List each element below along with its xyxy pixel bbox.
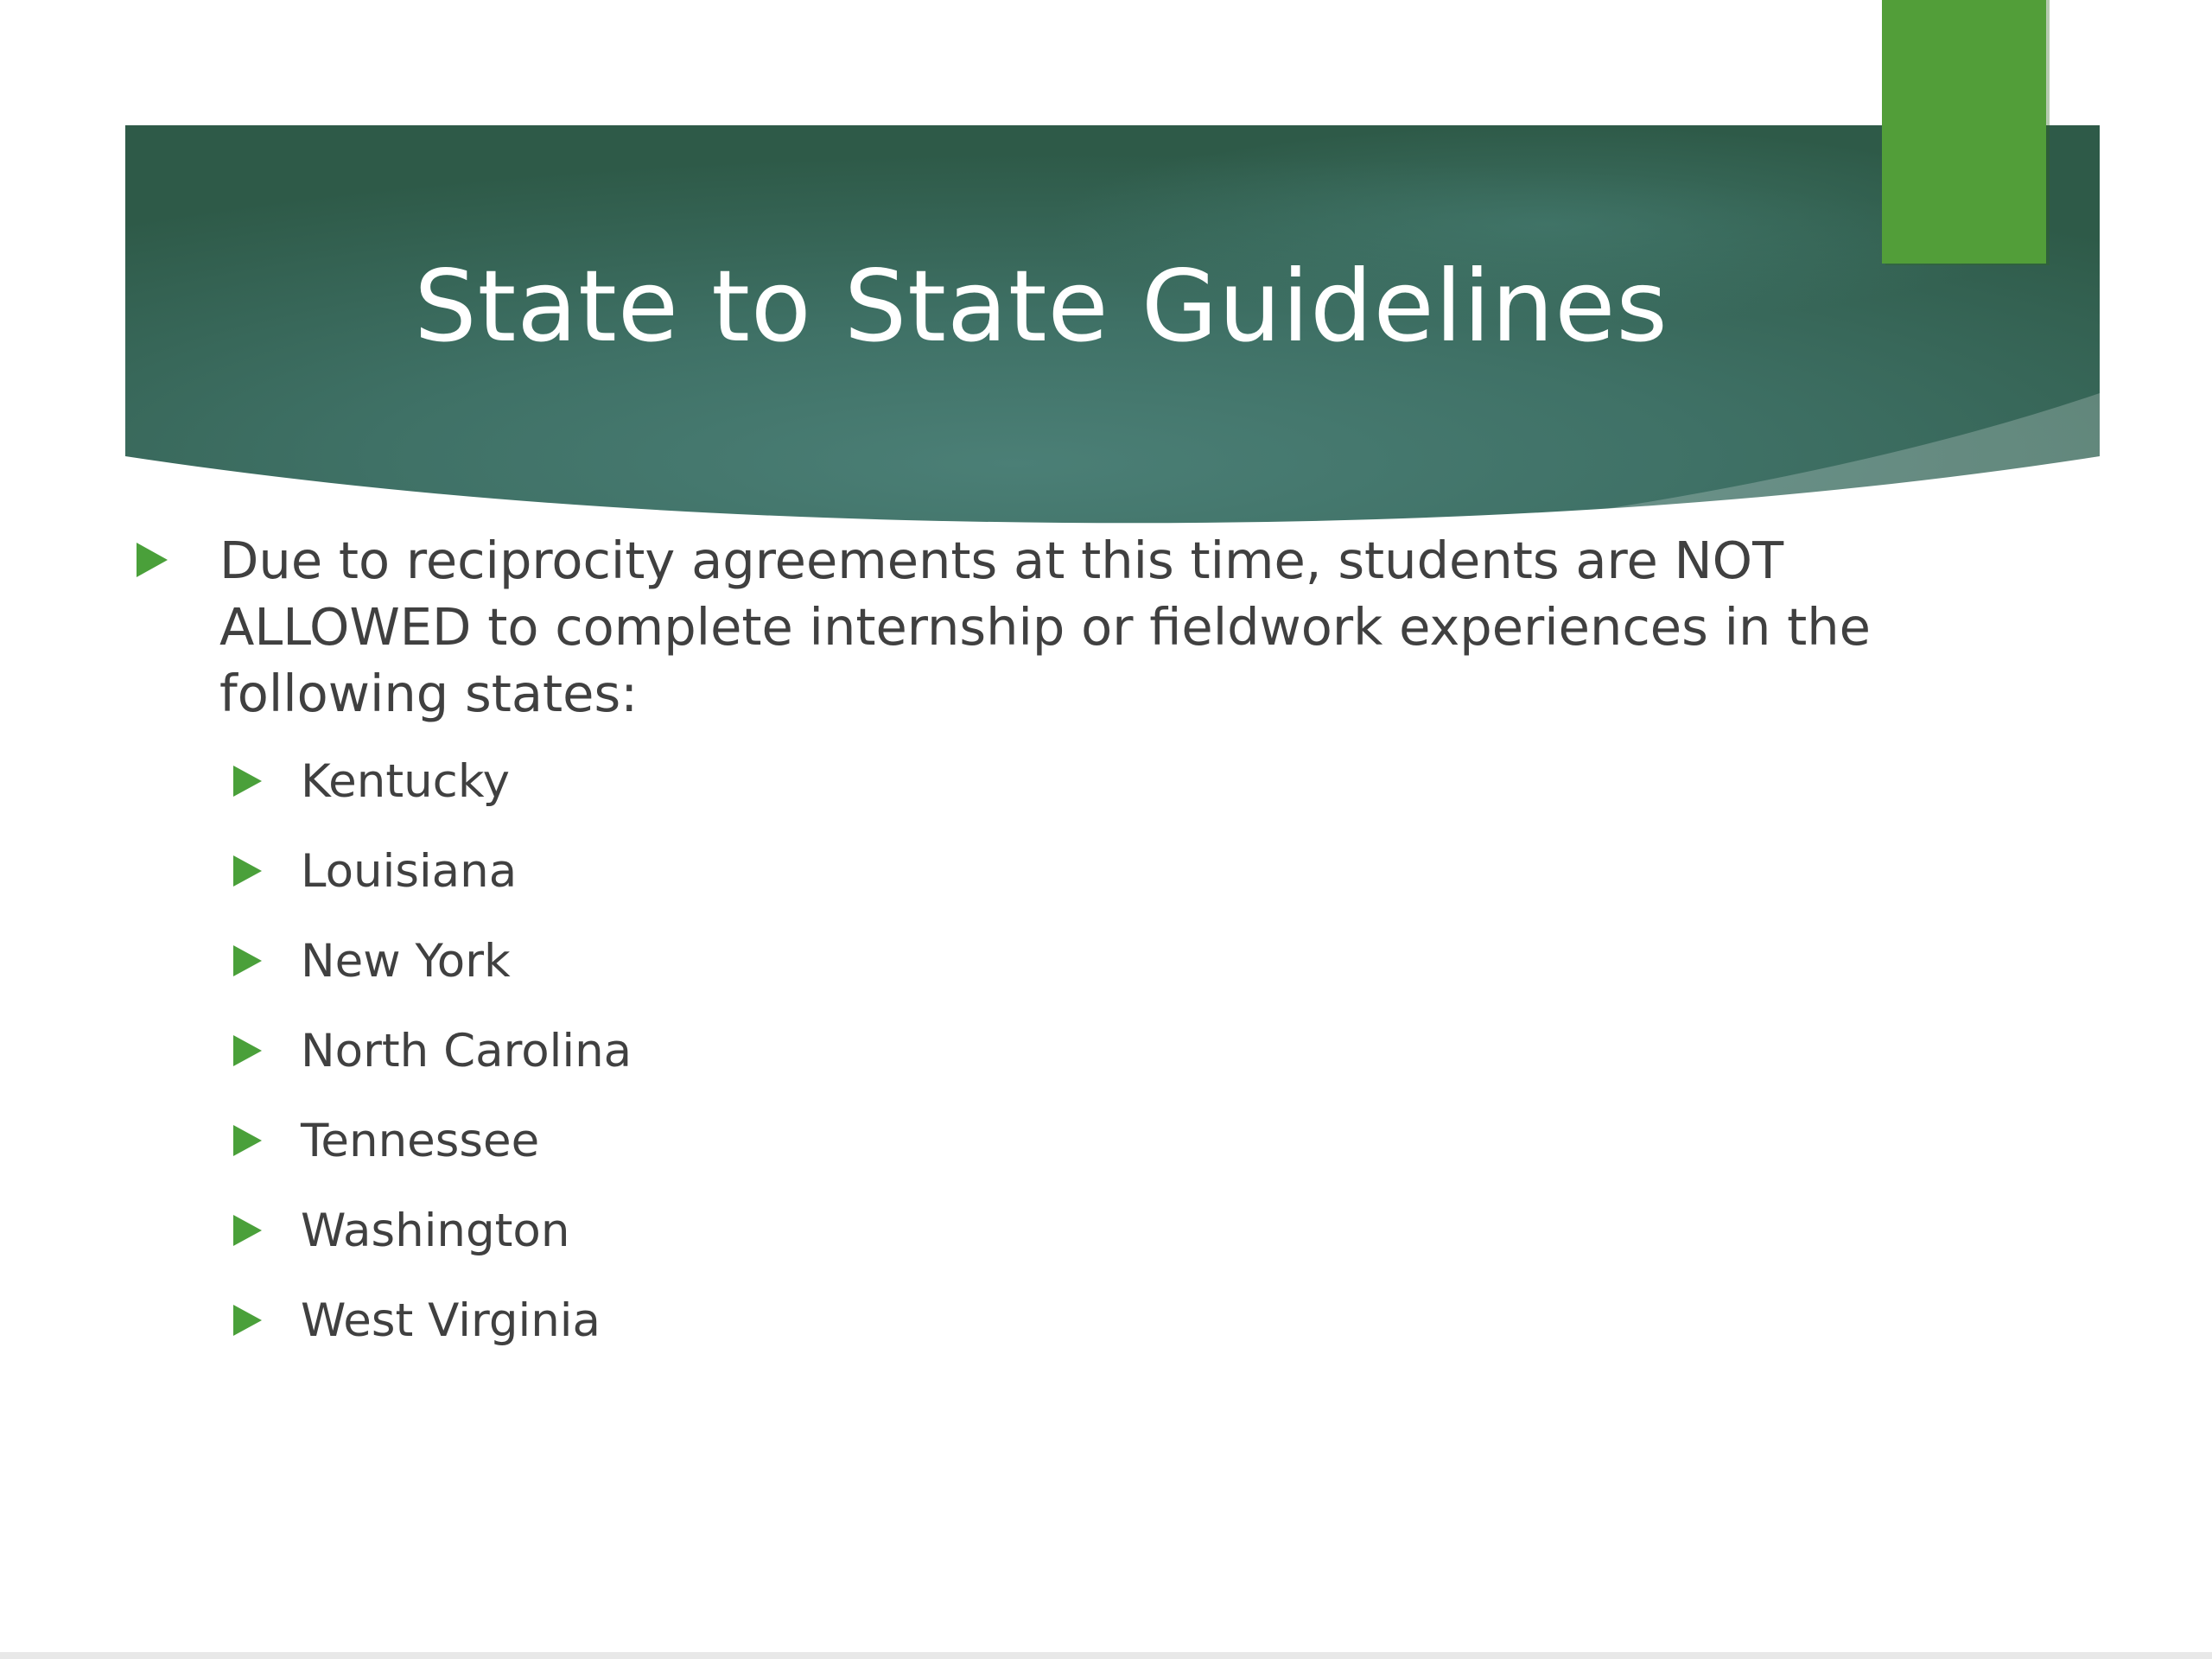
state-name: West Virginia (301, 1294, 601, 1347)
state-name: Washington (301, 1205, 570, 1257)
triangle-bullet-icon (233, 1125, 262, 1156)
list-item (130, 917, 2160, 1007)
triangle-bullet-icon (233, 945, 262, 976)
intro-bullet (130, 527, 1965, 727)
list-item (130, 827, 2160, 917)
states-list (130, 737, 2160, 1366)
state-name: Tennessee (301, 1115, 540, 1167)
list-item (130, 1007, 2160, 1096)
state-name: Louisiana (301, 845, 518, 898)
list-item (130, 1276, 2160, 1366)
triangle-bullet-icon (137, 543, 168, 577)
triangle-bullet-icon (233, 1215, 262, 1246)
intro-text: Due to reciprocity agreements at this time, students are NOT ALLOWED to complete internship or fieldwork experiences in the following states: (219, 531, 1871, 723)
triangle-bullet-icon (233, 855, 262, 887)
green-accent-tab (1882, 0, 2055, 272)
list-item (130, 1096, 2160, 1186)
triangle-bullet-icon (233, 1035, 262, 1066)
triangle-bullet-icon (233, 1305, 262, 1336)
triangle-bullet-icon (233, 766, 262, 797)
list-item (130, 1186, 2160, 1276)
state-name: North Carolina (301, 1025, 632, 1077)
state-name: New York (301, 935, 511, 988)
list-item (130, 737, 2160, 827)
state-name: Kentucky (301, 755, 510, 808)
slide-body (130, 527, 2160, 1478)
bottom-edge (0, 1652, 2212, 1659)
slide-title: State to State Guidelines (414, 249, 1669, 364)
